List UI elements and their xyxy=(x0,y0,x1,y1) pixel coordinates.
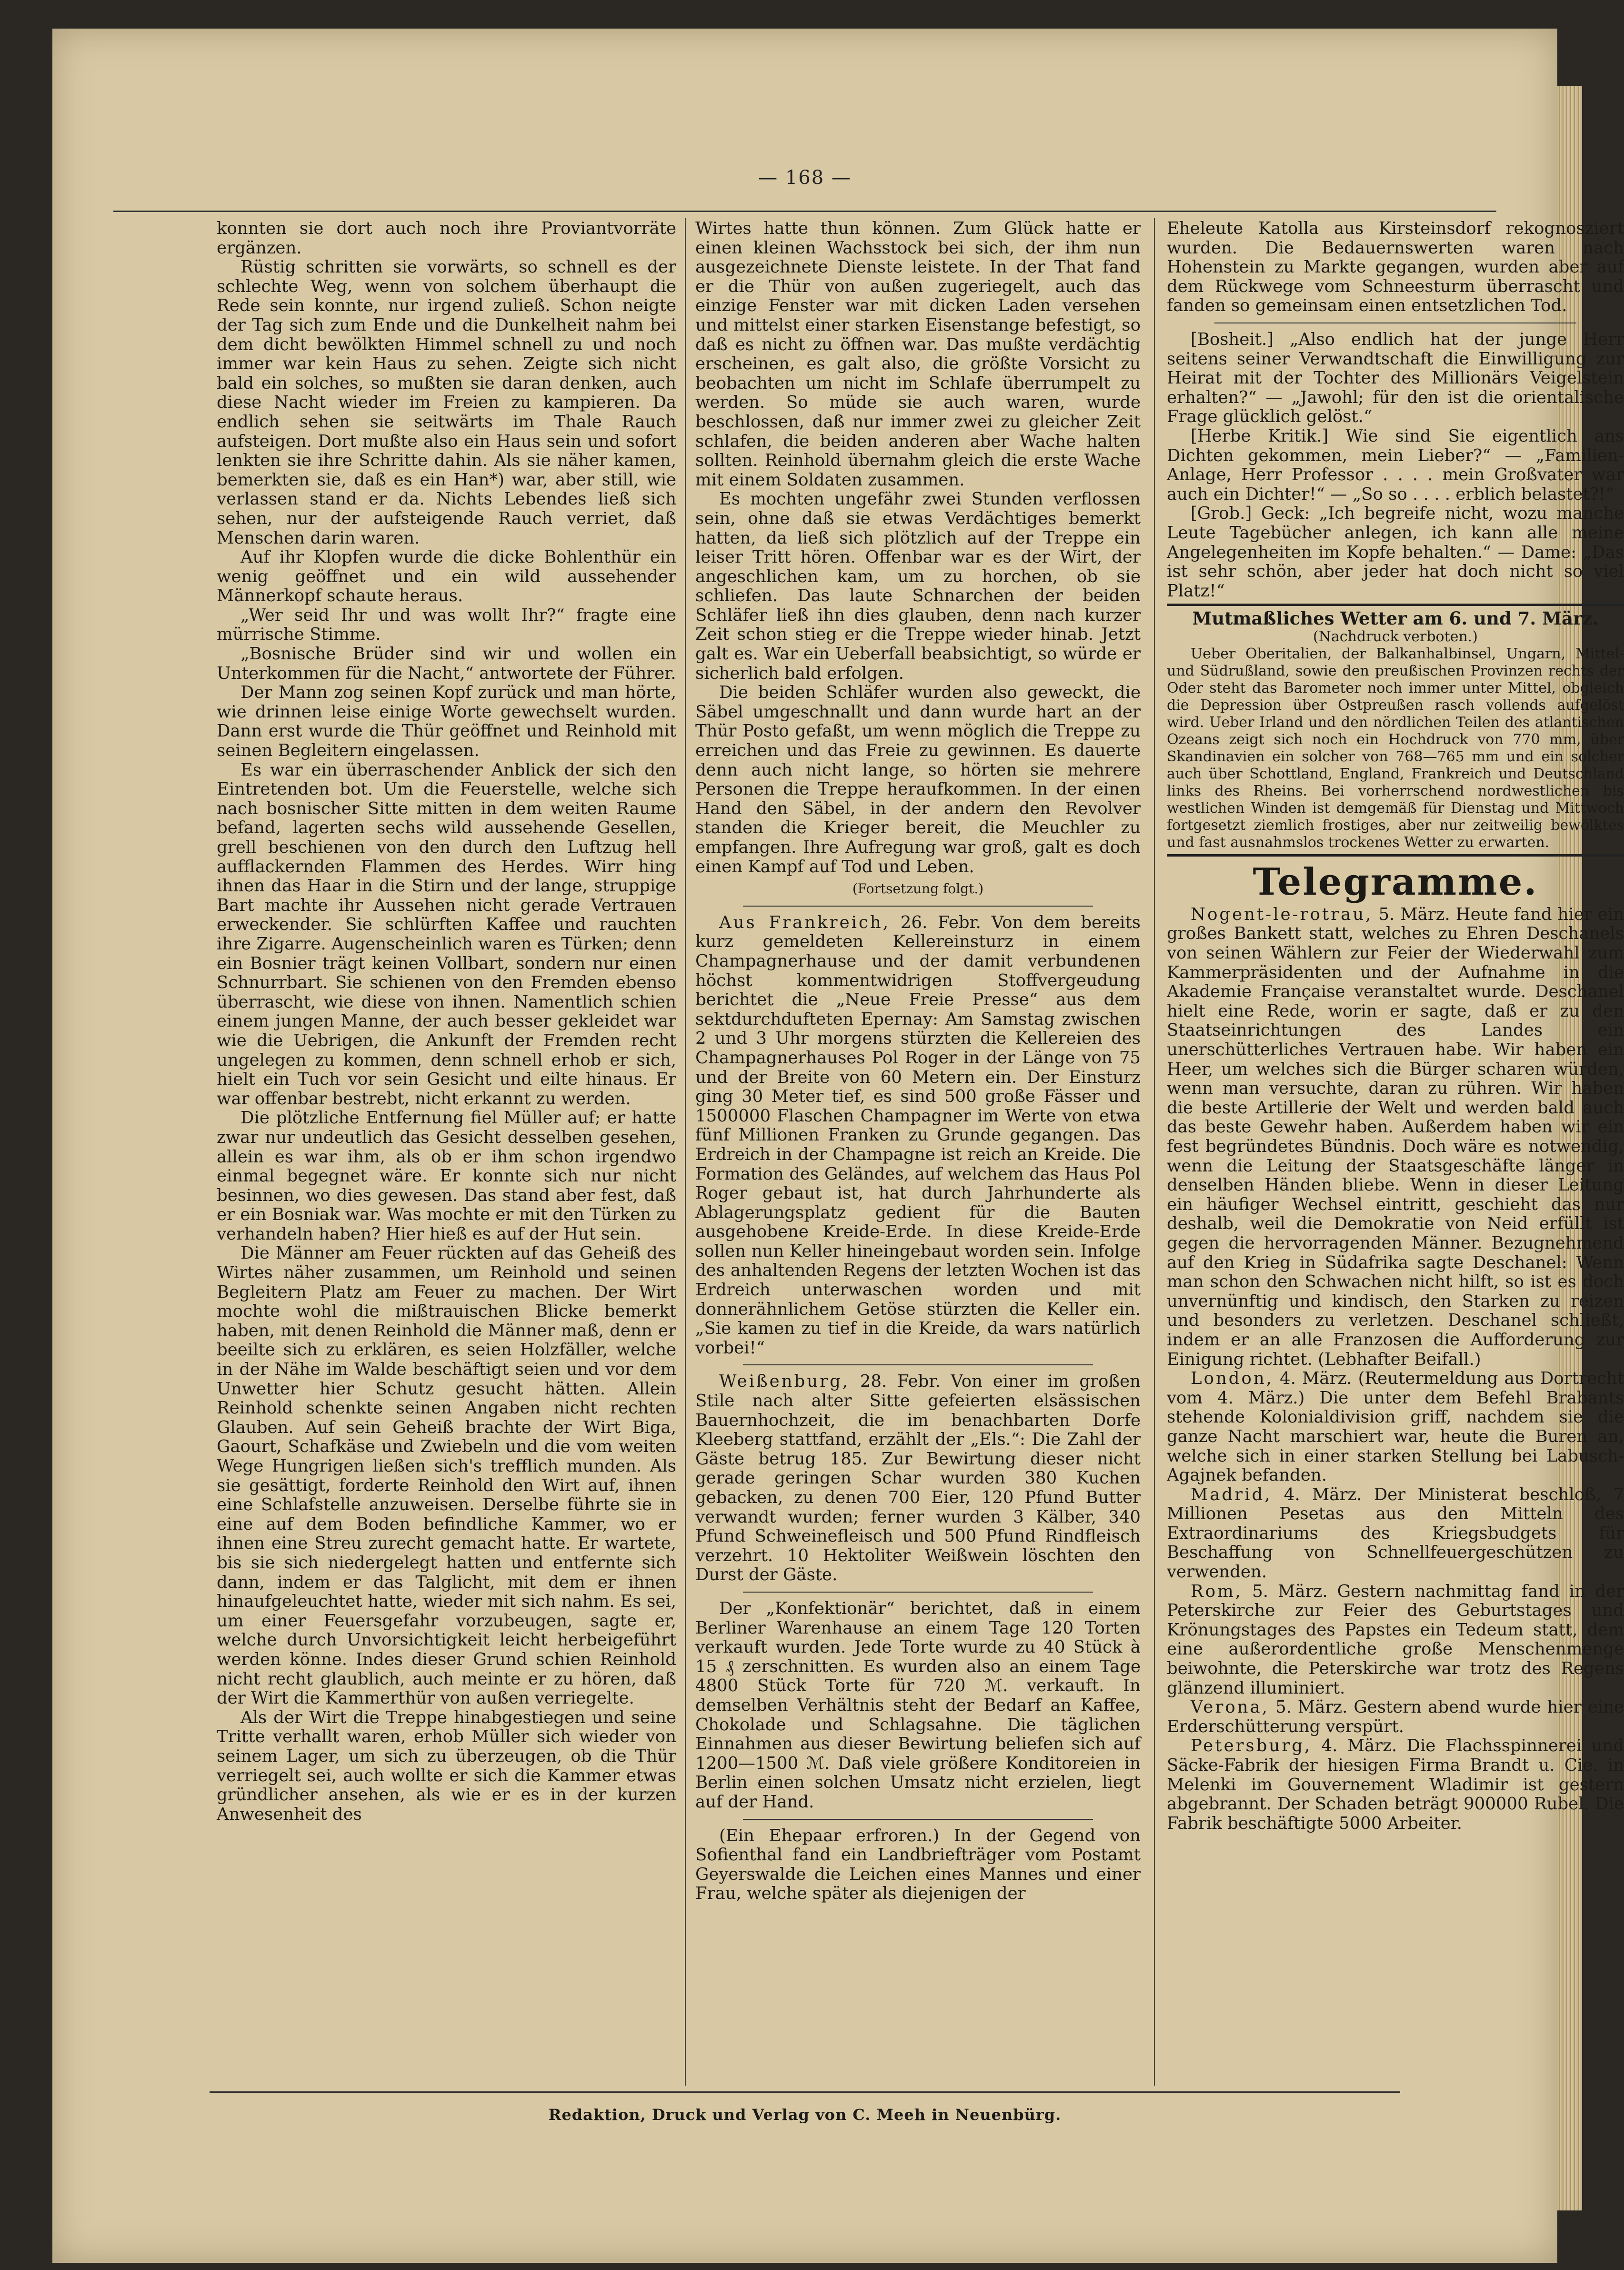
telegram-place: London, xyxy=(1191,1369,1274,1389)
separator xyxy=(1167,854,1624,857)
news-text: Der „Konfektionär“ berichtet, daß in einem Berliner Warenhause an einem Tage 120 Torten verkauft wurden. Jede Torte wurde zu 40 Stück à 15 ₰ zerschnitten. Es wurden also an einem Tage 4800 Stück Torte für 720 ℳ. verkauft. In demselben Verhältnis steht der Bedarf an Kaffee, Chokolade und Schlagsahne. Die täglichen Einnahmen aus dieser Bewirtung beliefen sich auf 1200—1500 ℳ. Daß viele größere Konditoreien in Berlin einen solchen Umsatz nicht erzielen, liegt auf der Hand. xyxy=(695,1598,1141,1812)
story-paragraph: konnten sie dort auch noch ihre Proviantvorräte ergänzen. xyxy=(217,219,676,258)
separator xyxy=(743,1364,1093,1365)
page-number: — 168 — xyxy=(758,167,852,189)
column-divider xyxy=(685,218,686,2086)
telegram-text: 4. März. Die Flachsspinnerei und Säcke-Fabrik der hiesigen Firma Brandt u. Cie. in Melenki im Gouvernement Wladimir ist gestern abgebrannt. Der Schaden beträgt 900000 Rubel. Die Fabrik beschäftigte 5000 Arbeiter. xyxy=(1167,1736,1624,1833)
joke-paragraph: [Grob.] Geck: „Ich begreife nicht, wozu manche Leute Tagebücher anlegen, ich kann alle meine Angelegenheiten im Kopfe behalten.“ — Dame: „Das ist sehr schön, aber jeder hat doch nicht so viel Platz!“ xyxy=(1167,504,1624,601)
joke-paragraph: [Herbe Kritik.] Wie sind Sie eigentlich ans Dichten gekommen, mein Lieber?“ — „Familien-Anlage, Herr Professor . . . . mein Großvater war auch ein Dichter!“ — „So so . . . . erblich belastet?!“ xyxy=(1167,426,1624,504)
column-2 xyxy=(695,219,1141,1904)
story-paragraph: Als der Wirt die Treppe hinabgestiegen und seine Tritte verhallt waren, erhob Müller sich wieder von seinem Lager, um sich zu überzeugen, ob die Thür verriegelt sei, auch wollte er sich die Kammer etwas gründlicher ansehen, als wie er es in der kurzen Anwesenheit des xyxy=(217,1707,676,1824)
column-1 xyxy=(217,219,676,1824)
weather-note: (Nachdruck verboten.) xyxy=(1313,628,1478,645)
separator xyxy=(743,1592,1093,1593)
imprint: Redaktion, Druck und Verlag von C. Meeh in Neuenbürg. xyxy=(548,2106,1062,2124)
telegram-place: Nogent-le-rotrau, xyxy=(1191,904,1373,924)
telegram-item xyxy=(1167,1485,1624,1582)
telegram-text: 5. März. Gestern abend wurde hier eine Erderschütterung verspürt. xyxy=(1167,1697,1624,1736)
story-paragraph: Wirtes hatte thun können. Zum Glück hatte er einen kleinen Wachsstock bei sich, der ihm nun ausgezeichnete Dienste leistete. In der That fand er die Thür von außen zugeriegelt, auch das einzige Fenster war mit dicken Laden versehen und mittelst einer starken Eisenstange befestigt, so daß es nicht zu öffnen war. Das mußte verdächtig erscheinen, es galt also, die größte Vorsicht zu beobachten um nicht im Schlafe überrumpelt zu werden. So müde sie auch waren, wurde beschlossen, daß nur immer zwei zu gleicher Zeit schlafen, die beiden anderen aber Wache halten sollten. Reinhold übernahm gleich die erste Wache mit einem Soldaten zusammen. xyxy=(695,219,1141,490)
story-paragraph: Die plötzliche Entfernung fiel Müller auf; er hatte zwar nur undeutlich das Gesicht desselben gesehen, allein es war ihm, als ob er ihm schon irgendwo einmal begegnet wäre. Er konnte sich nur nicht besinnen, wo dies gewesen. Das stand aber fest, daß er ein Bosniak war. Was mochte er mit den Türken zu verhandeln haben? Hier hieß es auf der Hut sein. xyxy=(217,1108,676,1244)
telegram-item xyxy=(1167,1736,1624,1833)
news-text: 28. Febr. Von einer im großen Stile nach alter Sitte gefeierten elsässischen Bauernhochzeit, die im benachbarten Dorfe Kleeberg stattfand, erzählt der „Els.“: Die Zahl der Gäste betrug 185. Zur Bewirtung dieser nicht gerade geringen Schar wurden 380 Kuchen gebacken, zu denen 700 Eier, 120 Pfund Butter verwandt wurden; ferner wurden 3 Kälber, 340 Pfund Schweinefleisch und 500 Pfund Rindfleisch verzehrt. 10 Hektoliter Weißwein löschten den Durst der Gäste. xyxy=(695,1372,1141,1585)
telegrams-title: Telegramme. xyxy=(1253,860,1538,904)
story-paragraph: Der Mann zog seinen Kopf zurück und man hörte, wie drinnen leise einige Worte gewechselt wurden. Dann erst wurde die Thür geöffnet und Reinhold mit seinen Begleitern eingelassen. xyxy=(217,683,676,761)
story-paragraph: Auf ihr Klopfen wurde die dicke Bohlenthür ein wenig geöffnet und ein wild aussehender Männerkopf schaute heraus. xyxy=(217,547,676,606)
header-rule xyxy=(113,211,1496,212)
news-item xyxy=(695,1599,1141,1812)
telegram-item xyxy=(1167,1582,1624,1698)
news-text: (Ein Ehepaar erfroren.) In der Gegend von Sofienthal fand ein Landbriefträger vom Postamt Geyerswalde die Leichen eines Mannes und einer Frau, welche später als diejenigen der xyxy=(695,1826,1141,1904)
telegram-place: Rom, xyxy=(1191,1581,1243,1601)
column-3 xyxy=(1167,219,1624,1833)
story-paragraph: Die Männer am Feuer rückten auf das Geheiß des Wirtes näher zusammen, um Reinhold und seinen Begleitern Platz am Feuer zu machen. Der Wirt mochte wohl die mißtrauischen Blicke bemerkt haben, mit denen Reinhold die Männer maß, denn er beeilte sich zu erklären, es seien Holzfäller, welche in der Nähe im Walde beschäftigt seien und vor dem Unwetter hier Schutz gesucht hätten. Allein Reinhold schenkte seinen Angaben nicht rechten Glauben. Auf sein Geheiß brachte der Wirt Biga, Gaourt, Schafkäse und Zwiebeln und die vom weiten Wege Hungrigen ließen sich's trefflich munden. Als sie gesättigt, forderte Reinhold den Wirt auf, ihnen eine Schlafstelle anzuweisen. Derselbe führte sie in eine auf dem Boden befindliche Kammer, wo er ihnen eine Streu zurecht gemacht hatte. Er wartete, bis sie sich niedergelegt hatten und entfernte sich dann, indem er das Talglicht, mit dem er ihnen hinaufgeleuchtet hatte, wieder mit sich nahm. Es sei, um einer Feuersgefahr vorzubeugen, sagte er, welche durch Unvorsichtigkeit leicht herbeigeführt werden könne. Indes dieser Grund schien Reinhold nicht recht glaublich, auch meinte er zu hören, daß der Wirt die Kammerthür von außen verriegelte. xyxy=(217,1243,676,1708)
news-text: 26. Febr. Von dem bereits kurz gemeldeten Kellereinsturz in einem Champagnerhause und der damit verbundenen höchst kommentwidrigen Stoffvergeudung berichtet die „Neue Freie Presse“ aus dem sektdurchdufteten Epernay: Am Samstag zwischen 2 und 3 Uhr morgens stürzten die Kellereien des Champagnerhauses Pol Roger in der Länge von 75 und der Breite von 60 Metern ein. Der Einsturz ging 30 Meter tief, es sind 500 große Fässer und 1500000 Flaschen Champagner im Werte von etwa fünf Millionen Franken zu Grunde gegangen. Das Erdreich in der Champagne ist reich an Kreide. Die Formation des Geländes, auf welchem das Haus Pol Roger gebaut ist, hat durch Jahrhunderte als Ablagerungsplatz gedient für die Bauten ausgehobene Kreide-Erde. In diese Kreide-Erde sollen nun Keller hineingebaut worden sein. Infolge des anhaltenden Regens der letzten Wochen ist das Erdreich unterwaschen worden und mit donnerähnlichem Getöse stürzten die Keller ein. „Sie kamen zu tief in die Kreide, da wars natürlich vorbei!“ xyxy=(695,912,1141,1358)
telegram-item xyxy=(1167,905,1624,1369)
telegram-text: 5. März. Heute fand hier ein großes Bankett statt, welches zu Ehren Deschanels von seinen Wählern zur Feier der Wiederwahl zum Kammerpräsidenten und der Aufnahme in die Akademie Française veranstaltet wurde. Deschanel hielt eine Rede, worin er sagte, daß er zu den Staatseinrichtungen des Landes ein unerschütterliches Vertrauen habe. Wir haben ein Heer, um welches sich die Bürger scharen würden, wenn man versuchte, daran zu rühren. Wir haben die beste Artillerie der Welt und werden bald auch das beste Gewehr haben. Außerdem haben wir ein fest begründetes Bündnis. Doch wäre es notwendig, wenn die Leitung der Staatsgeschäfte länger in denselben Händen bliebe. Wenn in dieser Leitung ein häufiger Wechsel eintritt, geschieht das nur deshalb, weil die Demokratie von Neid erfüllt ist gegen die hervorragenden Männer. Bezugnehmend auf den Krieg in Südafrika sagte Deschanel: Wenn man schon den Schwachen nicht hilft, so ist es doch unvernünftig und kindisch, den Starken zu reizen und besonders zu verletzen. Deschanel schließt, indem er an alle Franzosen die Aufforderung zur Einigung richtet. (Lebhafter Beifall.) xyxy=(1167,904,1624,1369)
joke-paragraph: [Bosheit.] „Also endlich hat der junge Herr seitens seiner Verwandtschaft die Einwilligung zur Heirat mit der Tochter des Millionärs Veigelstein erhalten?“ — „Jawohl; für den ist die orientalische Frage glücklich gelöst.“ xyxy=(1167,329,1624,427)
telegram-text: 4. März. (Reutermeldung aus Dortrecht vom 4. März.) Die unter dem Befehl Brabants stehende Kolonialdivision griff, nachdem sie die ganze Nacht marschiert war, heute die Buren an, welche sich in einer starken Stellung bei Labusch-Agajnek befanden. xyxy=(1167,1369,1624,1485)
story-paragraph: „Wer seid Ihr und was wollt Ihr?“ fragte eine mürrische Stimme. xyxy=(217,605,676,645)
news-paragraph: Eheleute Katolla aus Kirsteinsdorf rekognosziert wurden. Die Bedauernswerten waren nach Hohenstein zu Markte gegangen, wurden aber auf dem Rückwege vom Schneesturm überrascht und fanden so gemeinsam einen entsetzlichen Tod. xyxy=(1167,219,1624,316)
weather-title: Mutmaßliches Wetter am 6. und 7. März. xyxy=(1192,608,1599,629)
separator xyxy=(1167,604,1624,606)
news-item xyxy=(695,913,1141,1358)
newspaper-page xyxy=(52,29,1624,2263)
weather-text: Ueber Oberitalien, der Balkanhalbinsel, Ungarn, Mittel- und Südrußland, sowie den preußischen Provinzen rechts der Oder steht das Barometer noch immer unter Mittel, obgleich die Depression über Ostpreußen rasch vollends aufgelöst wird. Ueber Irland und den nördlichen Teilen des atlantischen Ozeans zeigt sich noch ein Hochdruck von 770 mm, über Skandinavien ein solcher von 768—765 mm und ein solcher auch über Schottland, England, Frankreich und Deutschland links des Rheins. Bei vorherrschend nordwestlichen bis westlichen Winden ist demgemäß für Dienstag und Mittwoch fortgesetzt ziemlich frostiges, aber nur zeitweilig bewölktes und fast ausnahmslos trockenes Wetter zu erwarten. xyxy=(1167,645,1624,851)
separator xyxy=(743,1819,1093,1820)
story-paragraph: Die beiden Schläfer wurden also geweckt, die Säbel umgeschnallt und dann wurde hart an der Thür Posto gefaßt, um wenn möglich die Treppe zu erreichen und das Freie zu gewinnen. Es dauerte denn auch nicht lange, so hörten sie mehrere Personen die Treppe heraufkommen. In der einen Hand den Säbel, in der andern den Revolver standen die Krieger bereit, die Meuchler zu empfangen. Ihre Aufregung war groß, galt es doch einen Kampf auf Tod und Leben. xyxy=(695,683,1141,877)
story-paragraph: „Bosnische Brüder sind wir und wollen ein Unterkommen für die Nacht,“ antwortete der Führer. xyxy=(217,644,676,683)
column-divider xyxy=(1154,218,1155,2086)
telegram-place: Verona, xyxy=(1191,1697,1270,1717)
footer-rule xyxy=(210,2091,1400,2093)
story-paragraph: Es mochten ungefähr zwei Stunden verflossen sein, ohne daß sie etwas Verdächtiges bemerkt hatten, da ließ sich plötzlich auf der Treppe ein leiser Tritt hören. Offenbar war es der Wirt, der angeschlichen kam, um zu horchen, ob sie schliefen. Das laute Schnarchen der beiden Schläfer ließ ihn dies glauben, denn nach kurzer Zeit schon stieg er die Treppe wieder hinab. Jetzt galt es. War ein Ueberfall beabsichtigt, so würde er sicherlich bald erfolgen. xyxy=(695,489,1141,683)
telegram-text: 5. März. Gestern nachmittag fand in der Peterskirche zur Feier des Geburtstages und Krönungstages des Papstes ein Tedeum statt, dem eine außerordentliche große Menschenmenge beiwohnte, die Peterskirche war trotz des Regens glänzend illuminiert. xyxy=(1167,1581,1624,1698)
telegram-place: Madrid, xyxy=(1191,1484,1272,1504)
news-item xyxy=(695,1826,1141,1904)
story-paragraph: Rüstig schritten sie vorwärts, so schnell es der schlechte Weg, wenn von solchem überhaupt die Rede sein konnte, nur irgend zuließ. Schon neigte der Tag sich zum Ende und die Dunkelheit nahm bei dem dicht bewölkten Himmel schnell zu und noch immer war kein Haus zu sehen. Zeigte sich nicht bald ein solches, so mußten sie daran denken, auch diese Nacht wieder im Freien zu kampieren. Da endlich sehen sie seitwärts im Thale Rauch aufsteigen. Dort mußte also ein Haus sein und sofort lenkten sie ihre Schritte dahin. Als sie näher kamen, bemerkten sie, daß es ein Han*) war, aber still, wie verlassen stand er da. Nichts Lebendes ließ sich sehen, nur der aufsteigende Rauch verriet, daß Menschen darin waren. xyxy=(217,257,676,548)
story-paragraph: Es war ein überraschender Anblick der sich den Eintretenden bot. Um die Feuerstelle, welche sich nach bosnischer Sitte mitten in dem weiten Raume befand, lagerten sechs wild aussehende Gesellen, grell beschienen von den durch den Luftzug hell aufflackernden Flammen des Herdes. Wirr hing ihnen das Haar in die Stirn und der lange, struppige Bart machte ihr Aussehen nicht gerade Vertrauen erweckender. Sie schlürften Kaffee und rauchten ihre Zigarre. Augenscheinlich waren es Türken; denn ein Bosnier trägt keinen Vollbart, sondern nur einen Schnurrbart. Sie schienen von den Fremden ebenso überrascht, wie diese von ihnen. Namentlich schien einem jungen Manne, der auch besser gekleidet war wie die Uebrigen, die Ankunft der Fremden recht ungelegen zu kommen, denn schnell erhob er sich, hielt ein Tuch vor sein Gesicht und eilte hinaus. Er war offenbar bestrebt, nicht erkannt zu werden. xyxy=(217,760,676,1109)
news-place: Weißenburg, xyxy=(719,1372,850,1392)
telegram-place: Petersburg, xyxy=(1191,1736,1312,1756)
telegram-item xyxy=(1167,1369,1624,1485)
continued-note: (Fortsetzung folgt.) xyxy=(852,881,984,897)
news-item xyxy=(695,1372,1141,1585)
telegram-item xyxy=(1167,1698,1624,1736)
separator xyxy=(743,906,1093,907)
telegram-text: 4. März. Der Ministerat beschloß, 7 Millionen Pesetas aus den Mitteln des Extraordinariums des Kriegsbudgets für Beschaffung von Schnellfeuergeschützen zu verwenden. xyxy=(1167,1484,1624,1582)
news-place: Aus Frankreich, xyxy=(719,912,891,932)
